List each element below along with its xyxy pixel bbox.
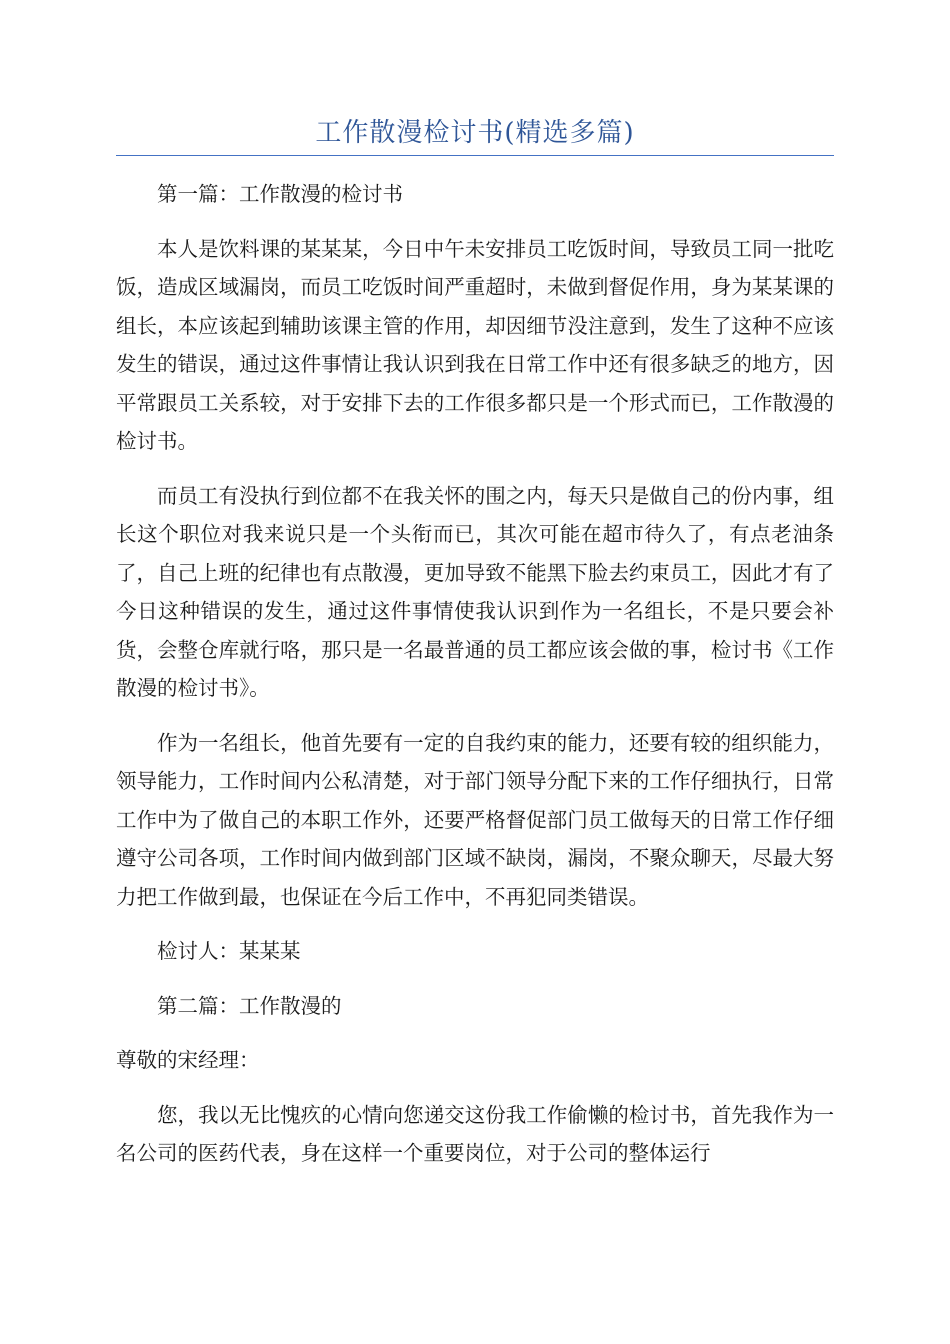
document-body bbox=[116, 175, 834, 1189]
paragraph: 您，我以无比愧疚的心情向您递交这份我工作偷懒的检讨书，首先我作为一名公司的医药代表，身在这样一个重要岗位，对于公司的整体运行 bbox=[116, 1102, 834, 1165]
section-heading-2: 第二篇：工作散漫的 bbox=[157, 993, 342, 1018]
section-heading-1: 第一篇：工作散漫的检讨书 bbox=[157, 182, 403, 206]
paragraph: 本人是饮料课的某某某，今日中午未安排员工吃饭时间，导致员工同一批吃饭，造成区域漏岗，而员工吃饭时间严重超时，未做到督促作用，身为某某课的组长，本应该起到辅助该课主管的作用，却因细节没注意到，发生了这种不应该发生的错误，通过这件事情让我认识到我在日常工作中还有很多缺乏的地方，因平常跟员工关系较，对于安排下去的工作很多都只是一个形式而已，工作散漫的检讨书。 bbox=[116, 236, 834, 453]
salutation: 尊敬的宋经理： bbox=[116, 1048, 260, 1072]
paragraph: 作为一名组长，他首先要有一定的自我约束的能力，还要有较的组织能力，领导能力，工作时间内公私清楚，对于部门领导分配下来的工作仔细执行，日常工作中为了做自己的本职工作外，还要严格督促部门员工做每天的日常工作仔细遵守公司各项，工作时间内做到部门区域不缺岗，漏岗，不聚众聊天，尽最大努力把工作做到最，也保证在今后工作中，不再犯同类错误。 bbox=[116, 730, 834, 909]
paragraph: 而员工有没执行到位都不在我关怀的围之内，每天只是做自己的份内事，组长这个职位对我来说只是一个头衔而已，其次可能在超市待久了，有点老油条了，自己上班的纪律也有点散漫，更加导致不能黑下脸去约束员工，因此才有了今日这种错误的发生，通过这件事情使我认识到作为一名组长，不是只要会补货，会整仓库就行咯，那只是一名最普通的员工都应该会做的事，检讨书《工作散漫的检讨书》。 bbox=[116, 483, 834, 700]
title-underline bbox=[116, 155, 834, 156]
signature-line: 检讨人：某某某 bbox=[157, 939, 301, 963]
document-title: 工作散漫检讨书(精选多篇) bbox=[315, 118, 635, 148]
